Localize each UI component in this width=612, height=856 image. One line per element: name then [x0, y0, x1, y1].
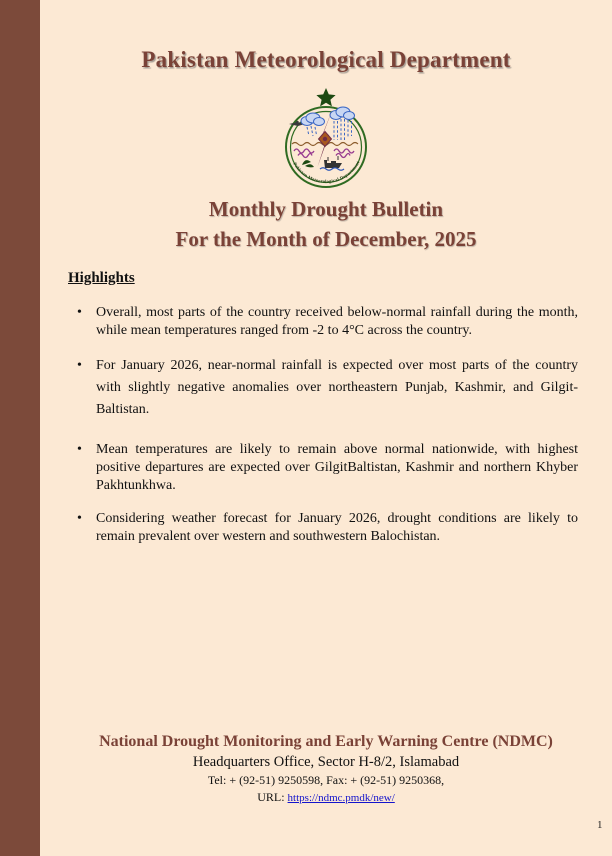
highlight-bullet-2: • For January 2026, near-normal rainfall is expected over most parts of the country with slightly negative anomalies over northeastern Punjab, Kashmir, and Gilgit-Baltistan. [68, 355, 578, 421]
footer-url-label: URL: [257, 790, 285, 804]
pmd-logo-icon [275, 88, 377, 190]
highlight-bullet-4: • Considering weather forecast for January 2026, drought conditions are likely to remain prevalent over western and southwestern Balochistan. [68, 510, 578, 546]
footer-address: Headquarters Office, Sector H-8/2, Islamabad [192, 754, 460, 770]
highlights-section [40, 270, 612, 546]
footer-org-name: National Drought Monitoring and Early Warning Centre (NDMC) [99, 733, 553, 750]
logo-leaves-icon [302, 160, 314, 167]
bulletin-title-line1: Monthly Drought Bulletin [208, 197, 444, 221]
page-title: Pakistan Meteorological Department [141, 47, 511, 72]
page-footer [40, 733, 612, 805]
logo-star-icon [316, 88, 335, 106]
logo-container [40, 88, 612, 190]
highlights-heading: Highlights [68, 269, 135, 286]
logo-ship-icon [320, 156, 344, 170]
highlight-bullet-1: • Overall, most parts of the country received below-normal rainfall during the month, while mean temperatures ranged from -2 to 4°C across the country. [68, 304, 578, 340]
page-number: 1 [597, 819, 603, 831]
bulletin-title [40, 195, 612, 255]
highlights-list [68, 304, 578, 546]
page-left-border-band [0, 0, 40, 856]
bulletin-title-line2: For the Month of December, 2025 [175, 226, 477, 251]
logo-waves-icon [294, 149, 354, 158]
footer-tel-fax: Tel: + (92-51) 9250598, Fax: + (92-51) 9250368, [207, 773, 445, 787]
page-content [40, 0, 612, 856]
footer-url-line [40, 790, 612, 805]
footer-url-link[interactable]: https://ndmc.pmdk/new/ [287, 792, 395, 804]
logo-arc-text: Pakistan Meteorological Department [292, 160, 361, 184]
highlight-bullet-3: • Mean temperatures are likely to remain above normal nationwide, with highest positive departures are expected over GilgitBaltistan, Kashmir and northern Khyber Pakhtunkhwa. [68, 441, 578, 495]
